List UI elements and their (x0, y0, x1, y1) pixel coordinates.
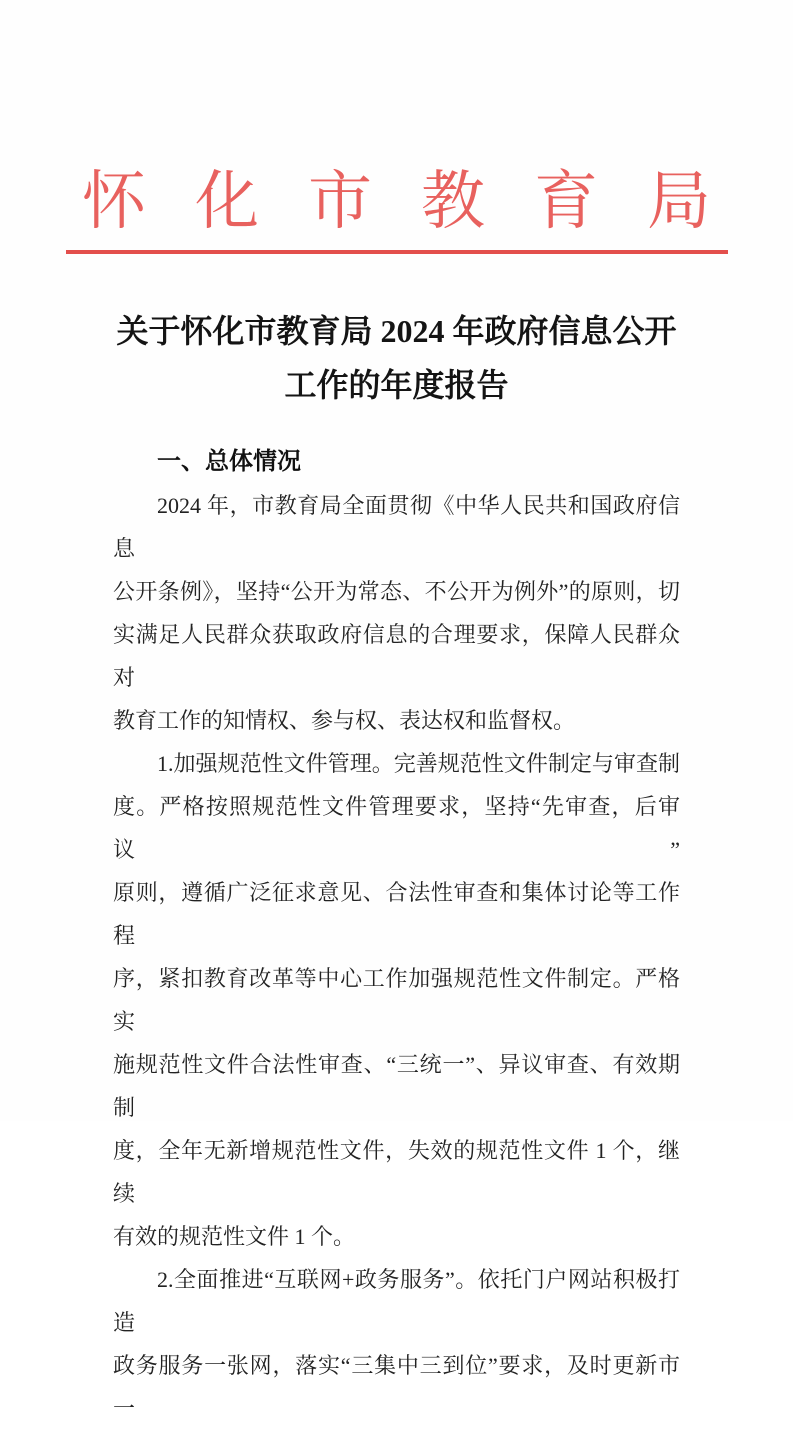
body-line-5: 1.加强规范性文件管理。完善规范性文件制定与审查制 (157, 750, 680, 776)
document-body (113, 440, 680, 1430)
section-heading-overall-situation: 一、总体情况 (157, 447, 301, 475)
body-line-9: 施规范性文件合法性审查、“三统一”、异议审查、有效期制 (113, 1051, 680, 1120)
body-line-7: 原则，遵循广泛征求意见、合法性审查和集体讨论等工作程 (113, 879, 680, 948)
body-line-2: 公开条例》，坚持“公开为常态、不公开为例外”的原则，切 (113, 578, 680, 604)
body-line-13: 政务服务一张网，落实“三集中三到位”要求，及时更新市一 (113, 1352, 680, 1421)
body-line-11: 有效的规范性文件 1 个。 (113, 1223, 356, 1249)
body-line-4: 教育工作的知情权、参与权、表达权和监督权。 (113, 707, 576, 733)
letterhead (0, 0, 793, 254)
letterhead-divider-line (66, 250, 728, 254)
body-line-6: 度。严格按照规范性文件管理要求，坚持“先审查，后审议” (113, 793, 680, 862)
body-line-8: 序，紧扣教育改革等中心工作加强规范性文件制定。严格实 (113, 965, 680, 1034)
body-line-3: 实满足人民群众获取政府信息的合理要求，保障人民群众对 (113, 621, 680, 690)
letterhead-agency-name: 怀化市教育局 (82, 166, 760, 237)
body-line-10: 度，全年无新增规范性文件，失效的规范性文件 1 个，继续 (113, 1137, 680, 1206)
body-line-12: 2.全面推进“互联网+政务服务”。依托门户网站积极打造 (113, 1266, 680, 1335)
body-line-1: 2024 年，市教育局全面贯彻《中华人民共和国政府信息 (113, 492, 680, 561)
document-title (0, 304, 793, 412)
document-title-line-2: 工作的年度报告 (284, 366, 509, 403)
document-title-line-1: 关于怀化市教育局 2024 年政府信息公开 (116, 312, 677, 349)
